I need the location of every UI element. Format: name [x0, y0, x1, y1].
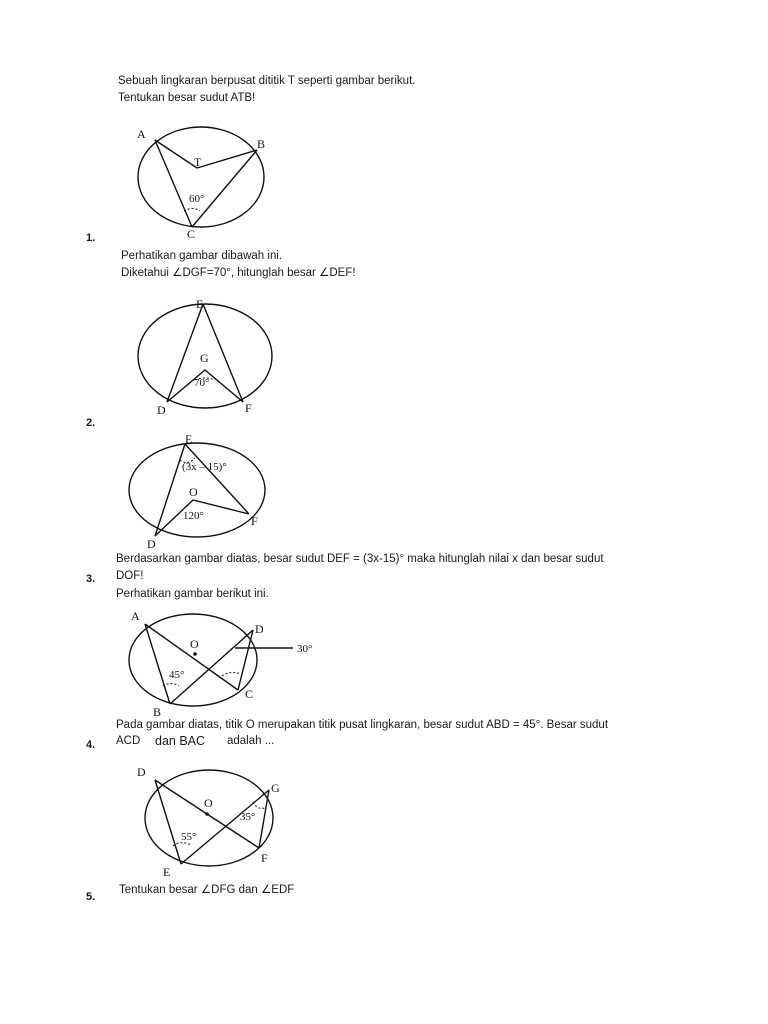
label-d: D	[147, 537, 156, 551]
label-d: D	[137, 765, 146, 779]
problem-3-figure	[125, 432, 275, 552]
problem-5-number: 5.	[86, 891, 96, 903]
segment-a-b	[145, 624, 170, 704]
segment-g-f	[259, 790, 269, 848]
problem-3-text-1: Berdasarkan gambar diatas, besar sudut DEF = (3x-15)° maka hitunglah nilai x dan besar sudut	[116, 553, 604, 565]
label-t: T	[194, 155, 202, 169]
problem-1-text-1: Sebuah lingkaran berpusat dititik T seperti gambar berikut.	[118, 75, 416, 87]
problem-2-text-1: Perhatikan gambar dibawah ini.	[121, 250, 283, 262]
segment-b-c	[192, 150, 257, 227]
center-point	[193, 652, 197, 656]
problem-1-number: 1.	[86, 232, 96, 244]
label-f: F	[245, 401, 252, 415]
angle-label-center: 120°	[183, 510, 204, 522]
label-c: C	[187, 227, 196, 241]
label-d: D	[255, 622, 264, 636]
label-g: G	[271, 781, 280, 795]
angle-label: 60°	[189, 193, 205, 205]
label-e: E	[163, 865, 171, 879]
segment-a-t-b	[155, 140, 257, 168]
problem-4-text-3c: adalah ...	[227, 735, 275, 747]
problem-4-text-2: Pada gambar diatas, titik O merupakan titik pusat lingkaran, besar sudut ABD = 45°. Besar sudut	[116, 719, 609, 731]
label-f: F	[261, 851, 268, 865]
angle-label-top: (3x – 15)°	[182, 461, 227, 473]
problem-3-number: 3.	[86, 573, 96, 585]
angle-arc-b	[163, 684, 179, 687]
segment-a-c	[145, 624, 238, 690]
problem-4-number: 4.	[86, 739, 96, 751]
segment-b-d	[170, 630, 253, 704]
center-point	[205, 812, 209, 816]
segment-e-f	[185, 444, 249, 514]
problem-4-text-3a: ACD	[116, 735, 141, 747]
problem-2-text-2: Diketahui ∠DGF=70°, hitunglah besar ∠DEF!	[121, 267, 356, 279]
label-f: F	[251, 514, 258, 528]
problem-3-text-2: DOF!	[116, 570, 144, 582]
label-b: B	[153, 705, 162, 719]
label-g: G	[200, 351, 209, 365]
problem-2-figure	[135, 296, 275, 418]
label-o: O	[189, 485, 198, 499]
angle-label-f: 35°	[240, 811, 256, 823]
problem-2-number: 2.	[86, 417, 96, 429]
label-c: C	[245, 687, 254, 701]
angle-arc-c	[184, 209, 200, 212]
angle-label: 70°	[194, 377, 210, 389]
label-d: D	[157, 403, 166, 417]
angle-label-b: 45°	[169, 669, 185, 681]
problem-1-text-2: Tentukan besar sudut ATB!	[118, 92, 256, 104]
label-o: O	[204, 796, 213, 810]
problem-1-figure	[125, 120, 285, 245]
angle-label-c: 30°	[297, 643, 313, 655]
angle-arc-c	[222, 672, 241, 676]
angle-label-e: 55°	[181, 831, 197, 843]
label-a: A	[131, 609, 140, 623]
label-b: B	[257, 137, 266, 151]
label-e: E	[196, 297, 204, 311]
circle	[129, 614, 257, 706]
angle-arc-g	[253, 802, 265, 808]
problem-5-text-1: Tentukan besar ∠DFG dan ∠EDF	[119, 884, 295, 896]
label-o: O	[190, 637, 199, 651]
segment-e-g	[181, 790, 269, 864]
label-a: A	[137, 127, 146, 141]
segment-d-e	[155, 780, 181, 864]
problem-4-text-1: Perhatikan gambar berikut ini.	[116, 588, 269, 600]
problem-5-figure	[135, 764, 295, 882]
label-e: E	[185, 432, 193, 446]
problem-4-text-3b: dan BAC	[155, 734, 206, 748]
problem-4-figure	[125, 606, 325, 718]
